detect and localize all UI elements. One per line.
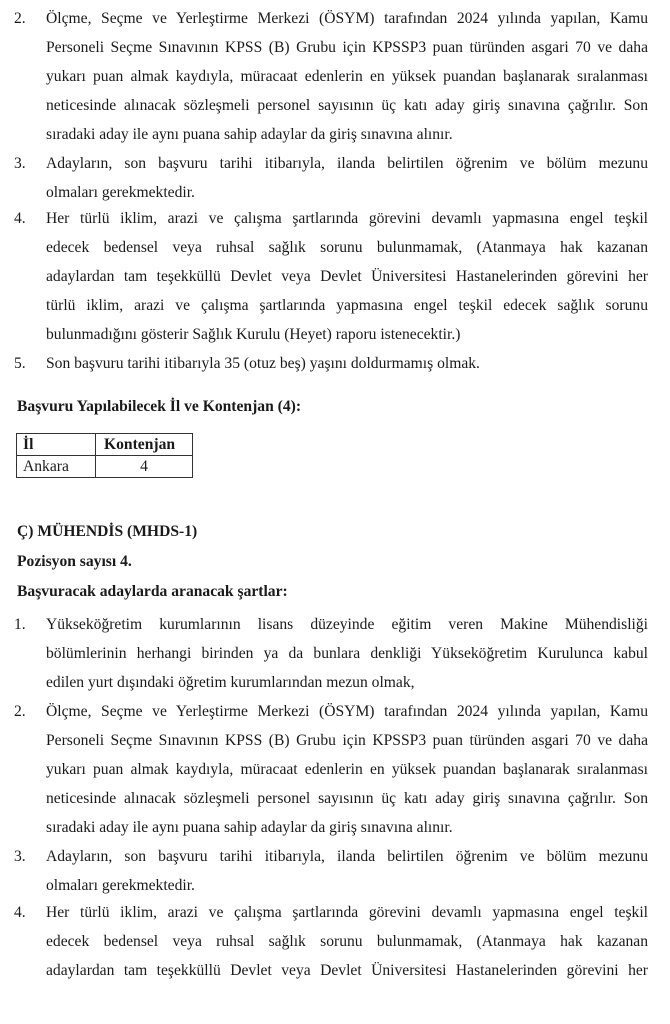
section-title: Ç) MÜHENDİS (MHDS-1) — [17, 523, 198, 540]
text-line: adaylardan tam teşekküllü Devlet veya Devlet Üniversitesi Hastanelerinden görevini her — [46, 268, 648, 285]
text-line: Her türlü iklim, arazi ve çalışma şartlarında görevini devamlı yapmasına engel teşkil — [46, 904, 648, 921]
list-item-number: 3. — [14, 155, 26, 172]
list-item-number: 1. — [14, 616, 26, 633]
table-header-row — [17, 434, 193, 456]
list-item-number: 3. — [14, 848, 26, 865]
text-line: olmaları gerekmektedir. — [46, 877, 195, 894]
table-cell: 4 — [96, 456, 193, 478]
text-line: Son başvuru tarihi itibarıyla 35 (otuz beş) yaşını doldurmamış olmak. — [46, 355, 480, 372]
requirements-heading: Başvuracak adaylarda aranacak şartlar: — [17, 583, 288, 600]
text-line: edecek bedensel veya ruhsal sağlık sorunu bulunmamak, (Atanmaya hak kazanan — [46, 933, 648, 950]
list-item-number: 5. — [14, 355, 26, 372]
list-item-text — [46, 204, 648, 349]
list-item-text — [46, 697, 648, 842]
table-header-cell: Kontenjan — [96, 434, 193, 456]
text-line: sıradaki aday ile aynı puana sahip adaylar da giriş sınavına alınır. — [46, 819, 453, 836]
text-line: bölümlerinin herhangi birinden ya da bunlara denkliği Yükseköğretim Kurulunca kabul — [46, 645, 648, 662]
list-item-number: 2. — [14, 703, 26, 720]
list-item-number: 4. — [14, 210, 26, 227]
text-line: Adayların, son başvuru tarihi itibarıyla, ilanda belirtilen öğrenim ve bölüm mezunu — [46, 848, 648, 865]
text-line: neticesinde alınacak sözleşmeli personel sayısının üç katı aday giriş sınavına çağrılır. Son — [46, 790, 648, 807]
text-line: bulunmadığını gösterir Sağlık Kurulu (Heyet) raporu istenecektir.) — [46, 326, 461, 343]
text-line: türlü iklim, arazi ve çalışma şartlarında yapmasına engel teşkil edecek sağlık sorunu — [46, 297, 648, 314]
text-line: Yükseköğretim kurumlarının lisans düzeyinde eğitim veren Makine Mühendisliği — [46, 616, 648, 633]
text-line: olmaları gerekmektedir. — [46, 184, 195, 201]
text-line: Personeli Seçme Sınavının KPSS (B) Grubu için KPSSP3 puan türünden asgari 70 ve daha — [46, 39, 648, 56]
list-item-text — [46, 349, 648, 378]
table-header-cell: İl — [17, 434, 96, 456]
list-item-number: 2. — [14, 10, 26, 27]
position-count: Pozisyon sayısı 4. — [17, 553, 132, 570]
list-item-text — [46, 149, 648, 207]
list-item-text — [46, 842, 648, 900]
quota-table — [16, 433, 193, 478]
list-item-text — [46, 4, 648, 149]
application-heading: Başvuru Yapılabilecek İl ve Kontenjan (4): — [17, 398, 302, 415]
table-row — [17, 456, 193, 478]
text-line: neticesinde alınacak sözleşmeli personel sayısının üç katı aday giriş sınavına çağrılır. Son — [46, 97, 648, 114]
list-item-text — [46, 898, 648, 985]
text-line: Personeli Seçme Sınavının KPSS (B) Grubu için KPSSP3 puan türünden asgari 70 ve daha — [46, 732, 648, 749]
text-line: adaylardan tam teşekküllü Devlet veya Devlet Üniversitesi Hastanelerinden görevini her — [46, 962, 648, 979]
text-line: yukarı puan almak kaydıyla, müracaat edenlerin en yüksek puandan başlanarak sıralanması — [46, 761, 648, 778]
text-line: yukarı puan almak kaydıyla, müracaat edenlerin en yüksek puandan başlanarak sıralanması — [46, 68, 648, 85]
text-line: edecek bedensel veya ruhsal sağlık sorunu bulunmamak, (Atanmaya hak kazanan — [46, 239, 648, 256]
text-line: edilen yurt dışındaki öğretim kurumlarından mezun olmak, — [46, 674, 415, 691]
list-item-text — [46, 610, 648, 697]
text-line: Ölçme, Seçme ve Yerleştirme Merkezi (ÖSYM) tarafından 2024 yılında yapılan, Kamu — [46, 703, 648, 720]
list-item-number: 4. — [14, 904, 26, 921]
text-line: Her türlü iklim, arazi ve çalışma şartlarında görevini devamlı yapmasına engel teşkil — [46, 210, 648, 227]
text-line: Ölçme, Seçme ve Yerleştirme Merkezi (ÖSYM) tarafından 2024 yılında yapılan, Kamu — [46, 10, 648, 27]
text-line: Adayların, son başvuru tarihi itibarıyla, ilanda belirtilen öğrenim ve bölüm mezunu — [46, 155, 648, 172]
table-cell: Ankara — [17, 456, 96, 478]
text-line: sıradaki aday ile aynı puana sahip adaylar da giriş sınavına alınır. — [46, 126, 453, 143]
